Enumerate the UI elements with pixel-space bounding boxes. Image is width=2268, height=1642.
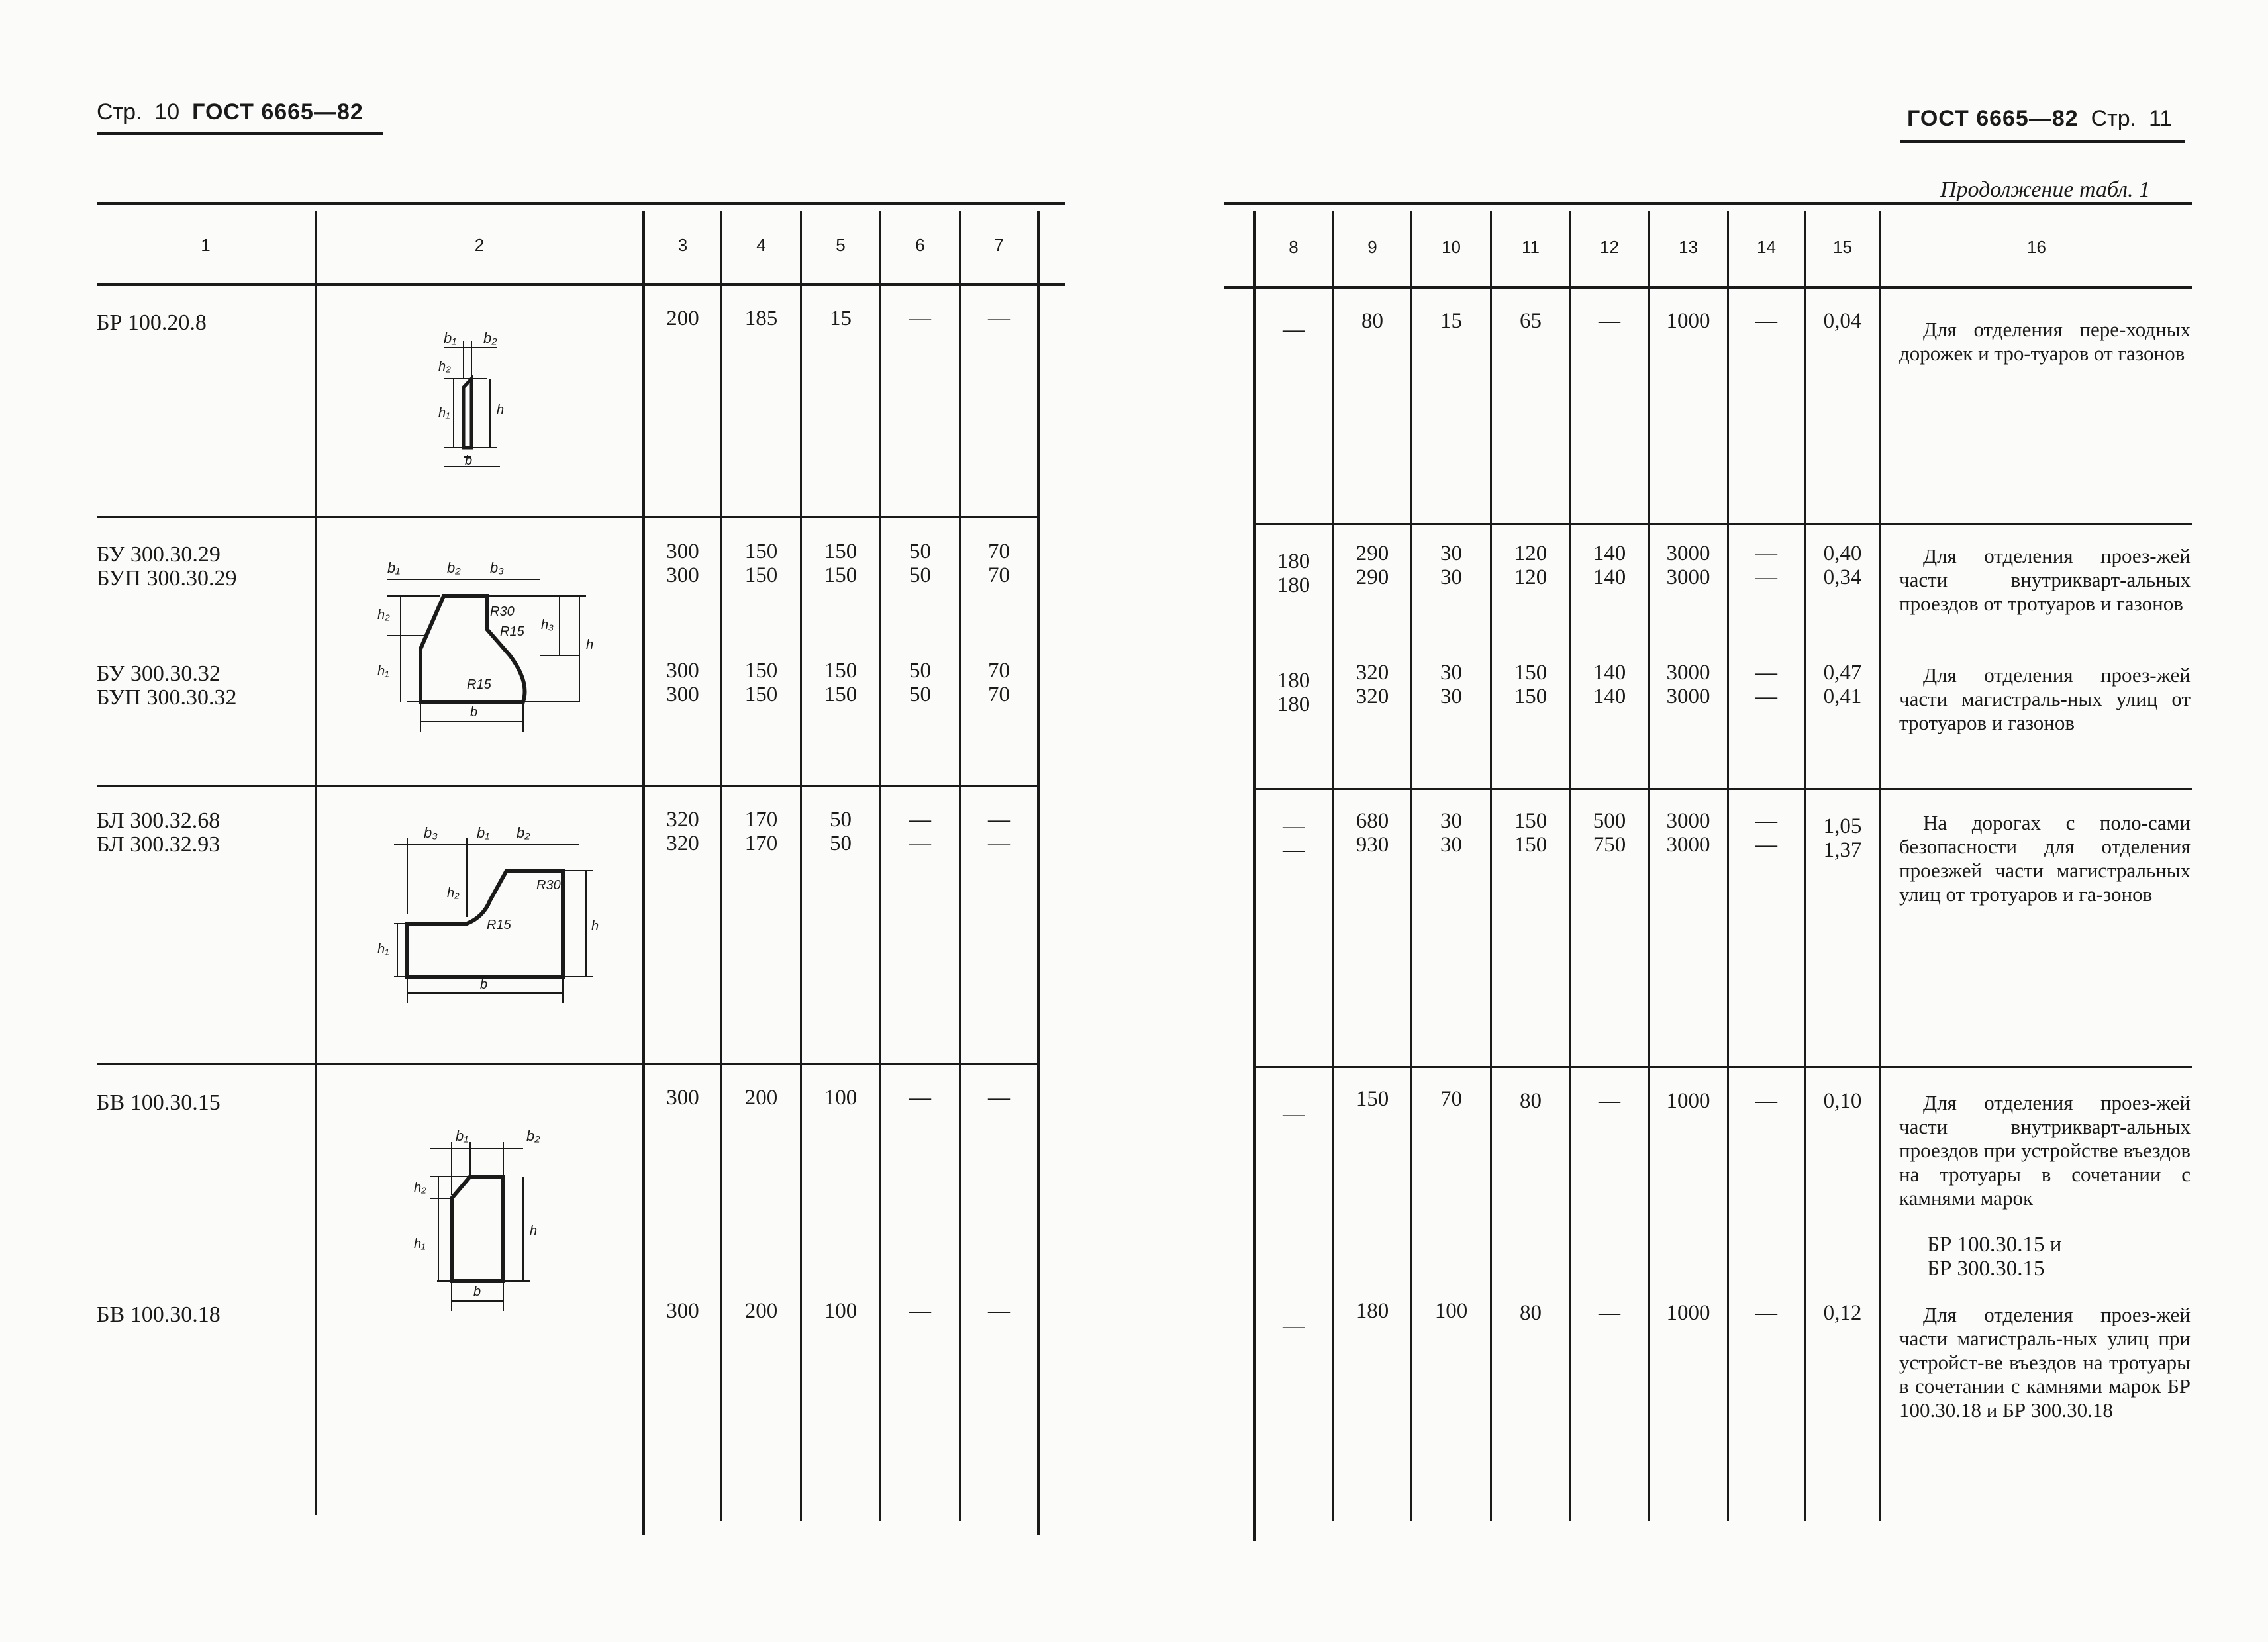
label-b: b <box>473 1284 481 1299</box>
cell-c6: — <box>909 1299 931 1323</box>
cell-c4: 200 <box>744 1086 778 1110</box>
mark-cell: БУ 300.30.32 БУП 300.30.32 <box>97 661 237 710</box>
label-b: b <box>470 705 478 720</box>
note-cell <box>1899 1091 2191 1210</box>
cell-c7: 70 70 <box>988 659 1010 706</box>
cell-c12: — <box>1599 309 1620 333</box>
mark-cell: БЛ 300.32.68 БЛ 300.32.93 <box>97 808 221 857</box>
cell-c14: — <box>1755 1301 1777 1325</box>
cell-c3: 320 320 <box>666 808 699 855</box>
col-num-8: 8 <box>1289 237 1299 257</box>
col-num-15: 15 <box>1833 237 1852 257</box>
cell-c8: — <box>1283 1102 1305 1126</box>
label-h: h <box>586 638 594 652</box>
cell-c3: 300 <box>666 1299 699 1323</box>
label-b2: b₂ <box>483 330 497 346</box>
cell-c15: 0,10 <box>1823 1089 1862 1113</box>
label-b3: b₃ <box>424 824 438 841</box>
label-b: b <box>480 977 488 992</box>
label-b1: b₁ <box>477 824 490 841</box>
col-num-3: 3 <box>677 235 688 255</box>
cell-c13: 1000 <box>1666 1301 1710 1325</box>
cell-c10: 30 30 <box>1440 542 1462 589</box>
cell-c8: — <box>1283 318 1305 342</box>
continuation-caption: Продолжение табл. 1 <box>1940 177 2151 202</box>
mark-cell: БВ 100.30.15 <box>97 1090 221 1115</box>
cell-c12: — <box>1599 1089 1620 1113</box>
cell-c5: 15 <box>830 307 852 330</box>
label-b: b <box>465 454 473 468</box>
note-cell <box>1899 544 2191 616</box>
note-text: На дорогах с поло-сами безопасности для отделения проезжей части магистральных улиц от тротуаров и га-зонов <box>1899 811 2191 906</box>
cell-c5: 150 150 <box>824 659 858 706</box>
col-num-13: 13 <box>1679 237 1698 257</box>
label-h: h <box>591 919 599 934</box>
label-b2: b₂ <box>447 559 461 576</box>
left-standard: ГОСТ 6665—82 <box>192 99 364 124</box>
mark-cell: БУ 300.30.29 БУП 300.30.29 <box>97 542 237 591</box>
note-cell <box>1899 811 2191 906</box>
cell-c10: 30 30 <box>1440 809 1462 857</box>
right-header-underline <box>1900 140 2185 143</box>
right-page-label: Стр. <box>2091 106 2137 131</box>
label-b2: b₂ <box>517 824 530 841</box>
cell-c9: 290 290 <box>1356 542 1389 589</box>
cell-c6: — <box>909 307 931 330</box>
cross-section-drawing-bu <box>361 550 613 748</box>
label-b1: b₁ <box>456 1128 469 1144</box>
note-text: Для отделения проез-жей части внутрикварт-альных проездов от тротуаров и газонов <box>1899 544 2191 615</box>
cell-c9: 80 <box>1361 309 1383 333</box>
cell-c4: 150 150 <box>744 659 778 706</box>
label-b1: b₁ <box>387 559 401 576</box>
cell-c14: — — <box>1755 809 1777 857</box>
mark-cell: БВ 100.30.18 <box>97 1302 221 1327</box>
label-r30: R30 <box>536 878 561 893</box>
cross-section-drawing-bl <box>368 818 606 1030</box>
cell-c9: 680 930 <box>1356 809 1389 857</box>
note-text: Для отделения пере-ходных дорожек и тро-туаров от газонов <box>1899 318 2191 365</box>
cell-c4: 200 <box>744 1299 778 1323</box>
col-num-5: 5 <box>836 235 846 255</box>
cell-c12: 500 750 <box>1593 809 1626 857</box>
label-h2: h₂ <box>377 608 390 622</box>
label-h2: h₂ <box>414 1181 426 1195</box>
label-b3: b₃ <box>490 559 504 576</box>
cell-c11: 150 150 <box>1514 809 1548 857</box>
note-text: Для отделения проез-жей части магистраль-ных улиц от тротуаров и газонов <box>1899 663 2191 734</box>
cell-c4: 170 170 <box>744 808 778 855</box>
cell-c10: 30 30 <box>1440 661 1462 708</box>
cell-c15: 0,47 0,41 <box>1823 661 1862 708</box>
cell-c7: — <box>988 1086 1010 1110</box>
label-h1: h₁ <box>438 406 450 420</box>
col-num-10: 10 <box>1442 237 1461 257</box>
cell-c14: — <box>1755 1089 1777 1113</box>
left-page-number: 10 <box>154 99 180 124</box>
label-h2: h₂ <box>438 360 451 374</box>
cell-c7: — <box>988 1299 1010 1323</box>
col-num-14: 14 <box>1757 237 1776 257</box>
cell-c9: 180 <box>1356 1299 1389 1323</box>
cell-c5: 150 150 <box>824 540 858 587</box>
label-h: h <box>530 1224 538 1238</box>
col-num-11: 11 <box>1522 237 1540 257</box>
cell-c13: 3000 3000 <box>1666 809 1710 857</box>
cell-c7: — — <box>988 808 1010 855</box>
cell-c8: — <box>1283 1314 1305 1338</box>
label-b2: b₂ <box>526 1128 540 1144</box>
col-num-12: 12 <box>1600 237 1619 257</box>
cell-c11: 80 <box>1520 1089 1542 1113</box>
cell-c13: 1000 <box>1666 1089 1710 1113</box>
col-num-1: 1 <box>201 235 211 255</box>
cell-c6: — — <box>909 808 931 855</box>
note-text: Для отделения проез-жей части внутрикварт-альных проездов при устройстве въездов на тротуары в сочетании с камнями марок <box>1899 1091 2191 1210</box>
note-cell <box>1899 318 2191 365</box>
left-page-label: Стр. <box>97 99 142 124</box>
label-h1: h₁ <box>377 942 389 957</box>
cell-c7: 70 70 <box>988 540 1010 587</box>
cell-c15: 0,04 <box>1823 309 1862 333</box>
cell-c9: 320 320 <box>1356 661 1389 708</box>
note-cell <box>1899 663 2191 735</box>
cell-c14: — — <box>1755 661 1777 708</box>
col-num-16: 16 <box>2027 237 2046 257</box>
cell-c10: 100 <box>1434 1299 1468 1323</box>
label-r15: R15 <box>487 918 511 932</box>
cell-c15: 0,40 0,34 <box>1823 542 1862 589</box>
left-page-header <box>97 99 364 125</box>
cell-c12: 140 140 <box>1593 542 1626 589</box>
cell-c5: 100 <box>824 1086 858 1110</box>
left-header-underline <box>97 132 383 135</box>
cross-section-drawing-bv <box>397 1122 556 1328</box>
label-r15-top: R15 <box>500 624 524 639</box>
cell-c14: — — <box>1755 542 1777 589</box>
cell-c11: 80 <box>1520 1301 1542 1325</box>
cell-c6: — <box>909 1086 931 1110</box>
label-h2: h₂ <box>447 886 460 900</box>
cell-c3: 200 <box>666 307 699 330</box>
label-h: h <box>497 403 505 417</box>
cell-c4: 185 <box>744 307 778 330</box>
cell-c3: 300 300 <box>666 659 699 706</box>
cell-c3: 300 300 <box>666 540 699 587</box>
cross-section-drawing-br <box>404 318 530 483</box>
col-num-7: 7 <box>994 235 1004 255</box>
cell-c5: 100 <box>824 1299 858 1323</box>
col-num-2: 2 <box>474 235 485 255</box>
label-h1: h₁ <box>414 1237 426 1251</box>
cell-c13: 1000 <box>1666 309 1710 333</box>
label-b1: b₁ <box>444 330 457 346</box>
label-r30: R30 <box>490 604 515 619</box>
cell-c11: 150 150 <box>1514 661 1548 708</box>
cell-c11: 120 120 <box>1514 542 1548 589</box>
cell-c3: 300 <box>666 1086 699 1110</box>
note-marks: БР 100.30.15 и БР 300.30.15 <box>1927 1233 2062 1280</box>
cell-c6: 50 50 <box>909 659 931 706</box>
label-h1: h₁ <box>377 664 389 679</box>
cell-c13: 3000 3000 <box>1666 542 1710 589</box>
label-h3: h₃ <box>541 618 554 632</box>
cell-c10: 15 <box>1440 309 1462 333</box>
note-text: Для отделения проез-жей части магистраль-ных улиц при устройст-ве въездов на тротуары в сочетании с камнями марок БР 100.30.18 и БР 300.30.18 <box>1899 1303 2191 1422</box>
cell-c15: 0,12 <box>1823 1301 1862 1325</box>
col-num-4: 4 <box>756 235 766 255</box>
col-num-6: 6 <box>915 235 925 255</box>
note-cell <box>1899 1303 2191 1422</box>
cell-c8: 180 180 <box>1277 669 1310 716</box>
cell-c12: 140 140 <box>1593 661 1626 708</box>
cell-c10: 70 <box>1440 1087 1462 1111</box>
cell-c4: 150 150 <box>744 540 778 587</box>
cell-c8: — — <box>1283 814 1305 862</box>
right-page-header <box>1907 106 2172 132</box>
label-r15-bottom: R15 <box>467 677 491 692</box>
mark-cell: БР 100.20.8 <box>97 311 207 335</box>
cell-c11: 65 <box>1520 309 1542 333</box>
cell-c15: 1,05 1,37 <box>1823 814 1862 862</box>
right-page-number: 11 <box>2148 106 2173 131</box>
cell-c12: — <box>1599 1301 1620 1325</box>
cell-c5: 50 50 <box>830 808 852 855</box>
cell-c13: 3000 3000 <box>1666 661 1710 708</box>
cell-c7: — <box>988 307 1010 330</box>
cell-c6: 50 50 <box>909 540 931 587</box>
cell-c9: 150 <box>1356 1087 1389 1111</box>
cell-c14: — <box>1755 309 1777 333</box>
right-standard: ГОСТ 6665—82 <box>1907 106 2079 131</box>
col-num-9: 9 <box>1367 237 1377 257</box>
cell-c8: 180 180 <box>1277 550 1310 597</box>
